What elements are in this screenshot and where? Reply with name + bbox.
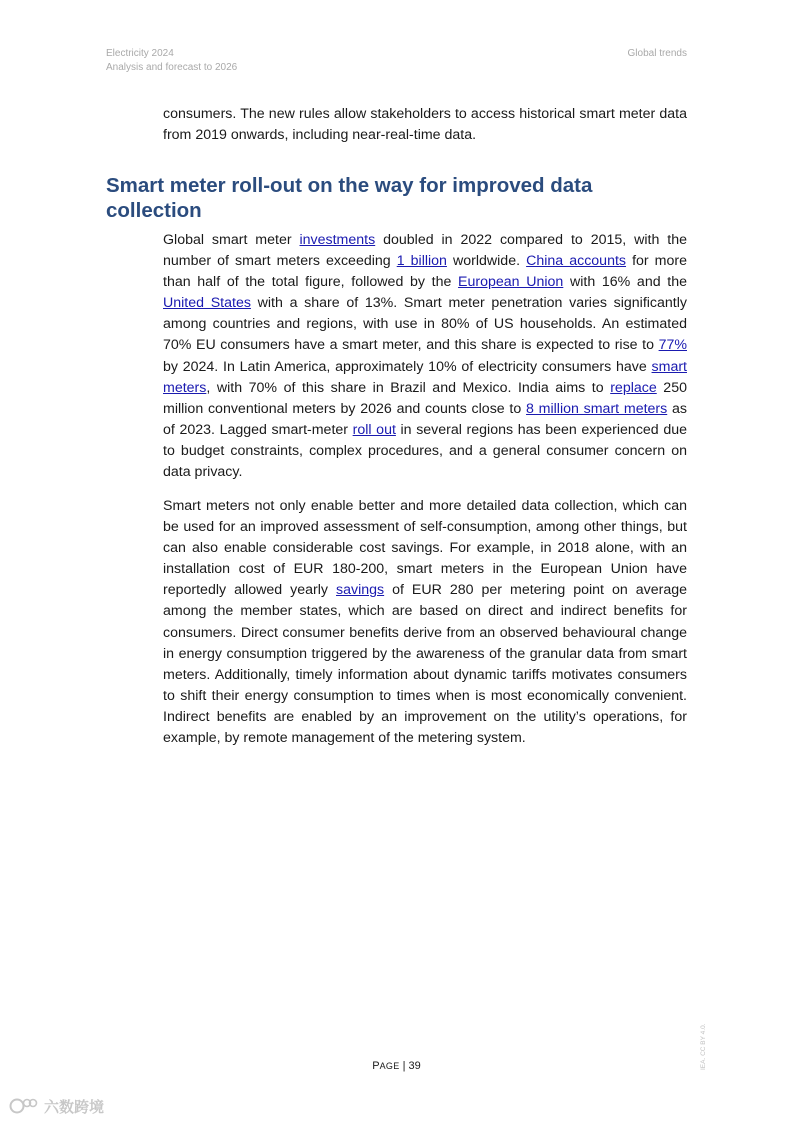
doc-title: Electricity 2024 xyxy=(106,48,174,59)
link-smart-meters[interactable]: smart meters xyxy=(163,358,687,396)
text-span: Smart meters not only enable better and more detailed data collection, which can be used for an improved assessment of self-consumption, among other things, but can also enable considerable cost savings. For example, in 2018 alone, with an installation cost of EUR 180-200, smart meters in the European Union have reportedly allowed yearly xyxy=(163,498,687,599)
text-span: of EUR 280 per metering point on average among the member states, which are based on direct and indirect benefits for consumers. Direct consumer benefits derive from an observed behavioural change in energy consumption triggered by the awareness of the granular data from smart meters. Additionally, timely information about dynamic tariffs motivates consumers to shift their energy consumption to times when is most economically convenient. Indirect benefits are enabled by an improvement on the utility’s operations, for example, by remote management of the metering system. xyxy=(163,582,688,747)
text-span: in several regions has been experienced due to budget constraints, complex procedures, and a general consumer concern on data privacy. xyxy=(163,421,687,481)
paragraph-smart-meter-rollout xyxy=(163,230,687,483)
link-savings[interactable]: savings xyxy=(336,582,385,599)
text-span: doubled in 2022 compared to 2015, with the number of smart meters exceeding xyxy=(163,232,687,270)
section-title: Global trends xyxy=(627,48,687,59)
paragraph-cost-savings xyxy=(163,496,687,749)
intro-paragraph: consumers. The new rules allow stakeholders to access historical smart meter data from 2019 onwards, including near-real-time data. xyxy=(163,106,687,144)
running-header-left xyxy=(106,47,237,75)
page-label-first: P xyxy=(372,1060,380,1072)
text-span: , with 70% of this share in Brazil and Mexico. India aims to xyxy=(206,379,611,396)
text-span: as of 2023. Lagged smart-meter xyxy=(163,400,687,438)
watermark xyxy=(8,1095,104,1117)
link-european-union[interactable]: European Union xyxy=(458,274,564,291)
text-span: for more than half of the total figure, followed by the xyxy=(163,253,688,291)
page-number: 39 xyxy=(408,1060,421,1072)
page-label-rest: AGE xyxy=(379,1061,400,1071)
page-footer xyxy=(0,1060,793,1072)
text-span: with 16% and the xyxy=(563,274,687,291)
link-china-accounts[interactable]: China accounts xyxy=(526,253,627,270)
watermark-logo-icon xyxy=(8,1097,38,1115)
text-span: by 2024. In Latin America, approximately 10% of electricity consumers have xyxy=(163,358,652,375)
link-investments[interactable]: investments xyxy=(299,232,376,248)
link-united-states[interactable]: United States xyxy=(163,295,251,312)
text-span: Global smart meter xyxy=(163,232,300,248)
text-span: worldwide. xyxy=(446,253,527,270)
doc-subtitle: Analysis and forecast to 2026 xyxy=(106,62,238,73)
license-note: IEA. CC BY 4.0. xyxy=(700,1023,707,1070)
link-8-million-smart-meters[interactable]: 8 million smart meters xyxy=(526,400,668,417)
watermark-text: 六数跨境 xyxy=(44,1097,105,1116)
link-77-percent[interactable]: 77% xyxy=(658,337,687,354)
page-separator: | xyxy=(399,1060,409,1072)
link-roll-out[interactable]: roll out xyxy=(352,421,396,438)
section-heading: Smart meter roll-out on the way for improved data collection xyxy=(106,174,593,222)
link-1-billion[interactable]: 1 billion xyxy=(396,253,447,270)
link-replace[interactable]: replace xyxy=(610,379,657,396)
text-span: with a share of 13%. Smart meter penetration varies significantly among countries and regions, with use in 80% of US households. An estimated 70% EU consumers have a smart meter, and this share is expected to rise to xyxy=(163,295,687,354)
text-span: 250 million conventional meters by 2026 and counts close to xyxy=(163,379,687,417)
